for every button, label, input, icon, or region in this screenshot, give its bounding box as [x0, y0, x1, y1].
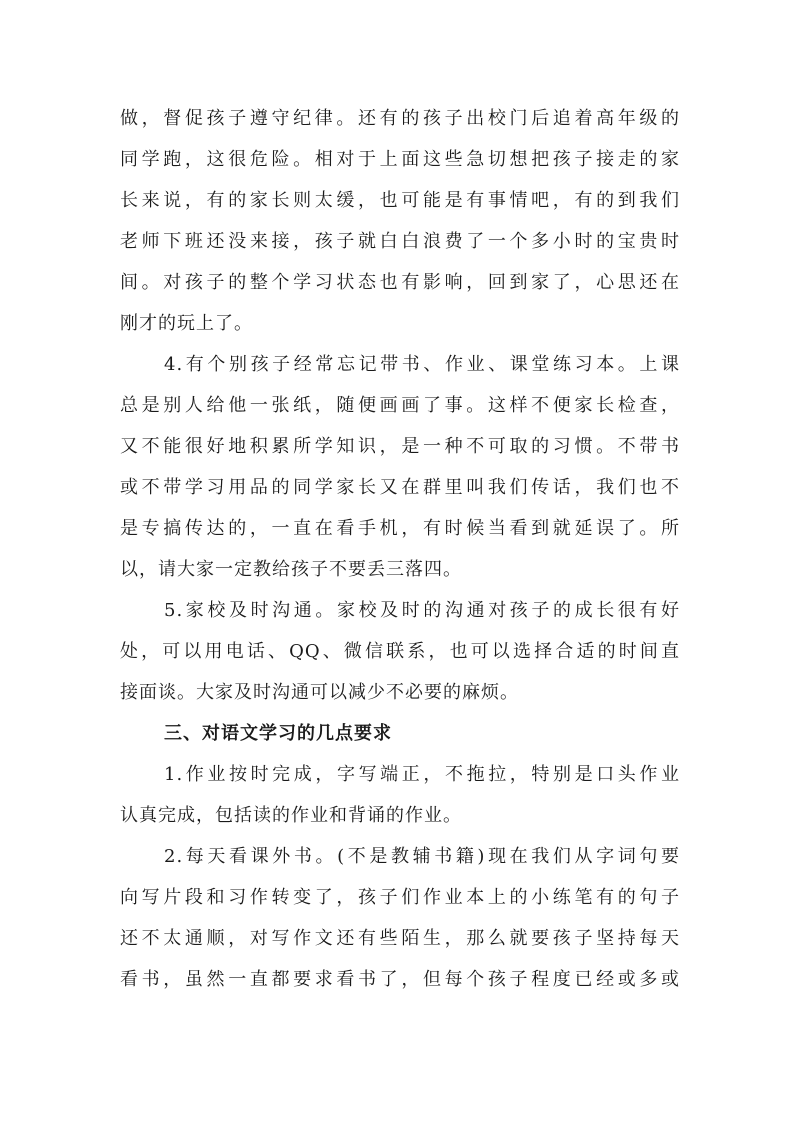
text-line: 或不带学习用品的同学家长又在群里叫我们传话，我们也不 [120, 477, 680, 498]
paragraph-item-4: 4.有个别孩子经常忘记带书、作业、课堂练习本。上课 [164, 354, 680, 375]
text-line: 看书，虽然一直都要求看书了，但每个孩子程度已经或多或 [120, 969, 680, 990]
paragraph-item-1: 1.作业按时完成，字写端正，不拖拉，特别是口头作业 [164, 764, 680, 785]
section-heading: 三、对语文学习的几点要求 [164, 723, 392, 744]
text-line: 以，请大家一定教给孩子不要丢三落四。 [120, 559, 462, 580]
document-body [120, 98, 680, 1000]
text-line: 是专搞传达的，一直在看手机，有时候当看到就延误了。所 [120, 518, 680, 539]
text-line: 还不太通顺，对写作文还有些陌生，那么就要孩子坚持每天 [120, 928, 680, 949]
text-line: 接面谈。大家及时沟通可以减少不必要的麻烦。 [120, 682, 519, 703]
text-line: 向写片段和习作转变了，孩子们作业本上的小练笔有的句子 [120, 887, 680, 908]
paragraph-item-2: 2.每天看课外书。(不是教辅书籍)现在我们从字词句要 [164, 846, 680, 867]
text-line: 长来说，有的家长则太缓，也可能是有事情吧，有的到我们 [120, 190, 680, 211]
text-line: 做，督促孩子遵守纪律。还有的孩子出校门后追着高年级的 [120, 108, 680, 129]
paragraph-item-5: 5.家校及时沟通。家校及时的沟通对孩子的成长很有好 [164, 600, 680, 621]
text-line: 刚才的玩上了。 [120, 313, 253, 334]
text-line: 处，可以用电话、QQ、微信联系，也可以选择合适的时间直 [120, 641, 680, 662]
text-line: 又不能很好地积累所学知识，是一种不可取的习惯。不带书 [120, 436, 680, 457]
text-line: 认真完成，包括读的作业和背诵的作业。 [120, 805, 462, 826]
text-line: 老师下班还没来接，孩子就白白浪费了一个多小时的宝贵时 [120, 231, 680, 252]
text-line: 总是别人给他一张纸，随便画画了事。这样不便家长检查， [120, 395, 680, 416]
text-line: 间。对孩子的整个学习状态也有影响，回到家了，心思还在 [120, 272, 680, 293]
text-line: 同学跑，这很危险。相对于上面这些急切想把孩子接走的家 [120, 149, 680, 170]
